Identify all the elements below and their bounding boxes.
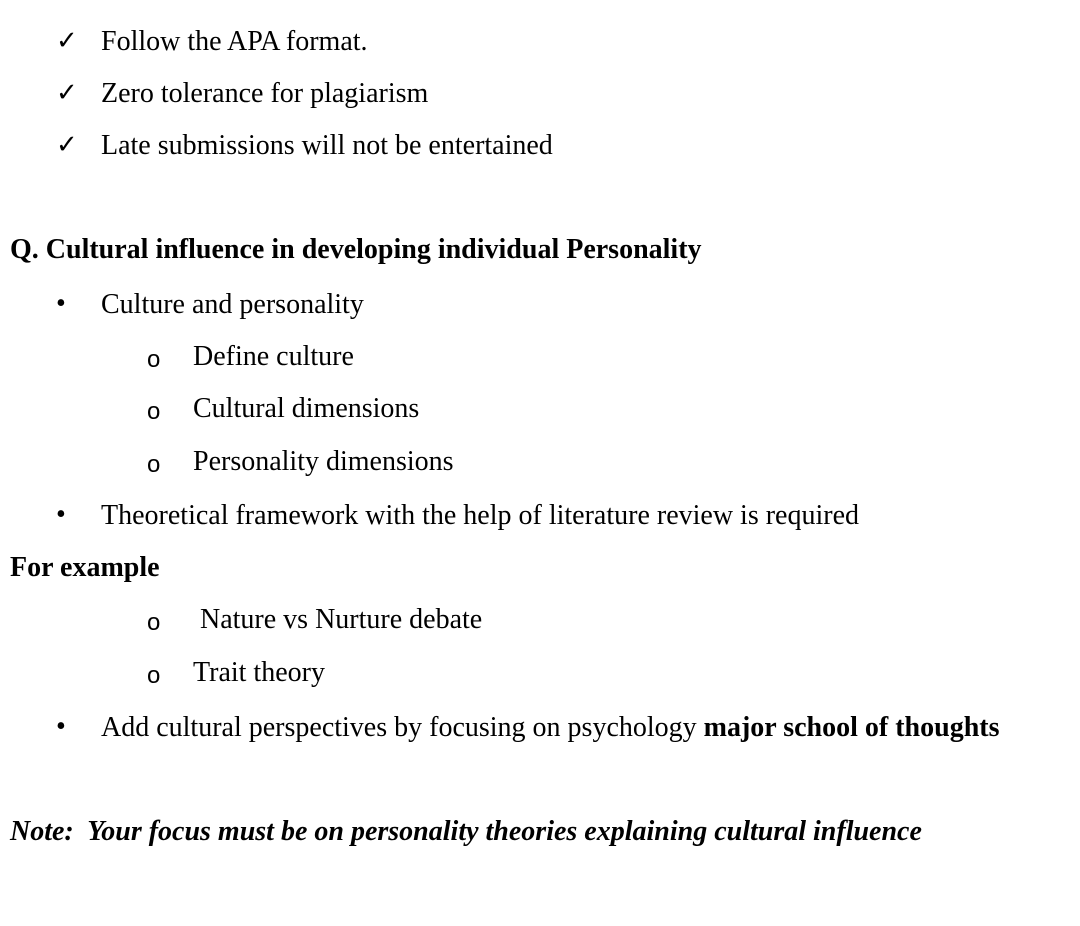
bullet-cultural-perspectives-emphasis: major school of thoughts <box>703 712 1000 743</box>
requirement-apa-format: Follow the APA format. <box>101 26 368 57</box>
circle-bullet-icon: o <box>147 346 161 373</box>
bullet-cultural-perspectives-text: Add cultural perspectives by focusing on psychology <box>101 712 704 743</box>
circle-bullet-icon: o <box>147 662 161 689</box>
requirement-plagiarism: Zero tolerance for plagiarism <box>101 78 429 109</box>
sub-item-personality-dimensions: Personality dimensions <box>193 446 454 477</box>
sub-item-cultural-dimensions: Cultural dimensions <box>193 393 420 424</box>
sub-item-define-culture: Define culture <box>193 341 354 372</box>
checkmark-icon: ✓ <box>56 78 78 108</box>
question-heading: Q. Cultural influence in developing individual Personality <box>10 234 702 265</box>
bullet-icon: • <box>56 288 66 319</box>
circle-bullet-icon: o <box>147 451 161 478</box>
requirement-late-submissions: Late submissions will not be entertained <box>101 130 553 161</box>
circle-bullet-icon: o <box>147 398 161 425</box>
example-heading: For example <box>10 552 160 583</box>
checkmark-icon: ✓ <box>56 26 78 56</box>
sub-item-trait-theory: Trait theory <box>193 657 325 688</box>
note-text: Note: Your focus must be on personality theories explaining cultural influence <box>10 816 922 847</box>
bullet-culture-personality: Culture and personality <box>101 289 364 320</box>
checkmark-icon: ✓ <box>56 130 78 160</box>
bullet-icon: • <box>56 711 66 742</box>
bullet-cultural-perspectives <box>101 714 1000 742</box>
bullet-theoretical-framework: Theoretical framework with the help of literature review is required <box>101 500 860 531</box>
circle-bullet-icon: o <box>147 609 161 636</box>
sub-item-nature-nurture: Nature vs Nurture debate <box>200 604 483 635</box>
bullet-icon: • <box>56 499 66 530</box>
